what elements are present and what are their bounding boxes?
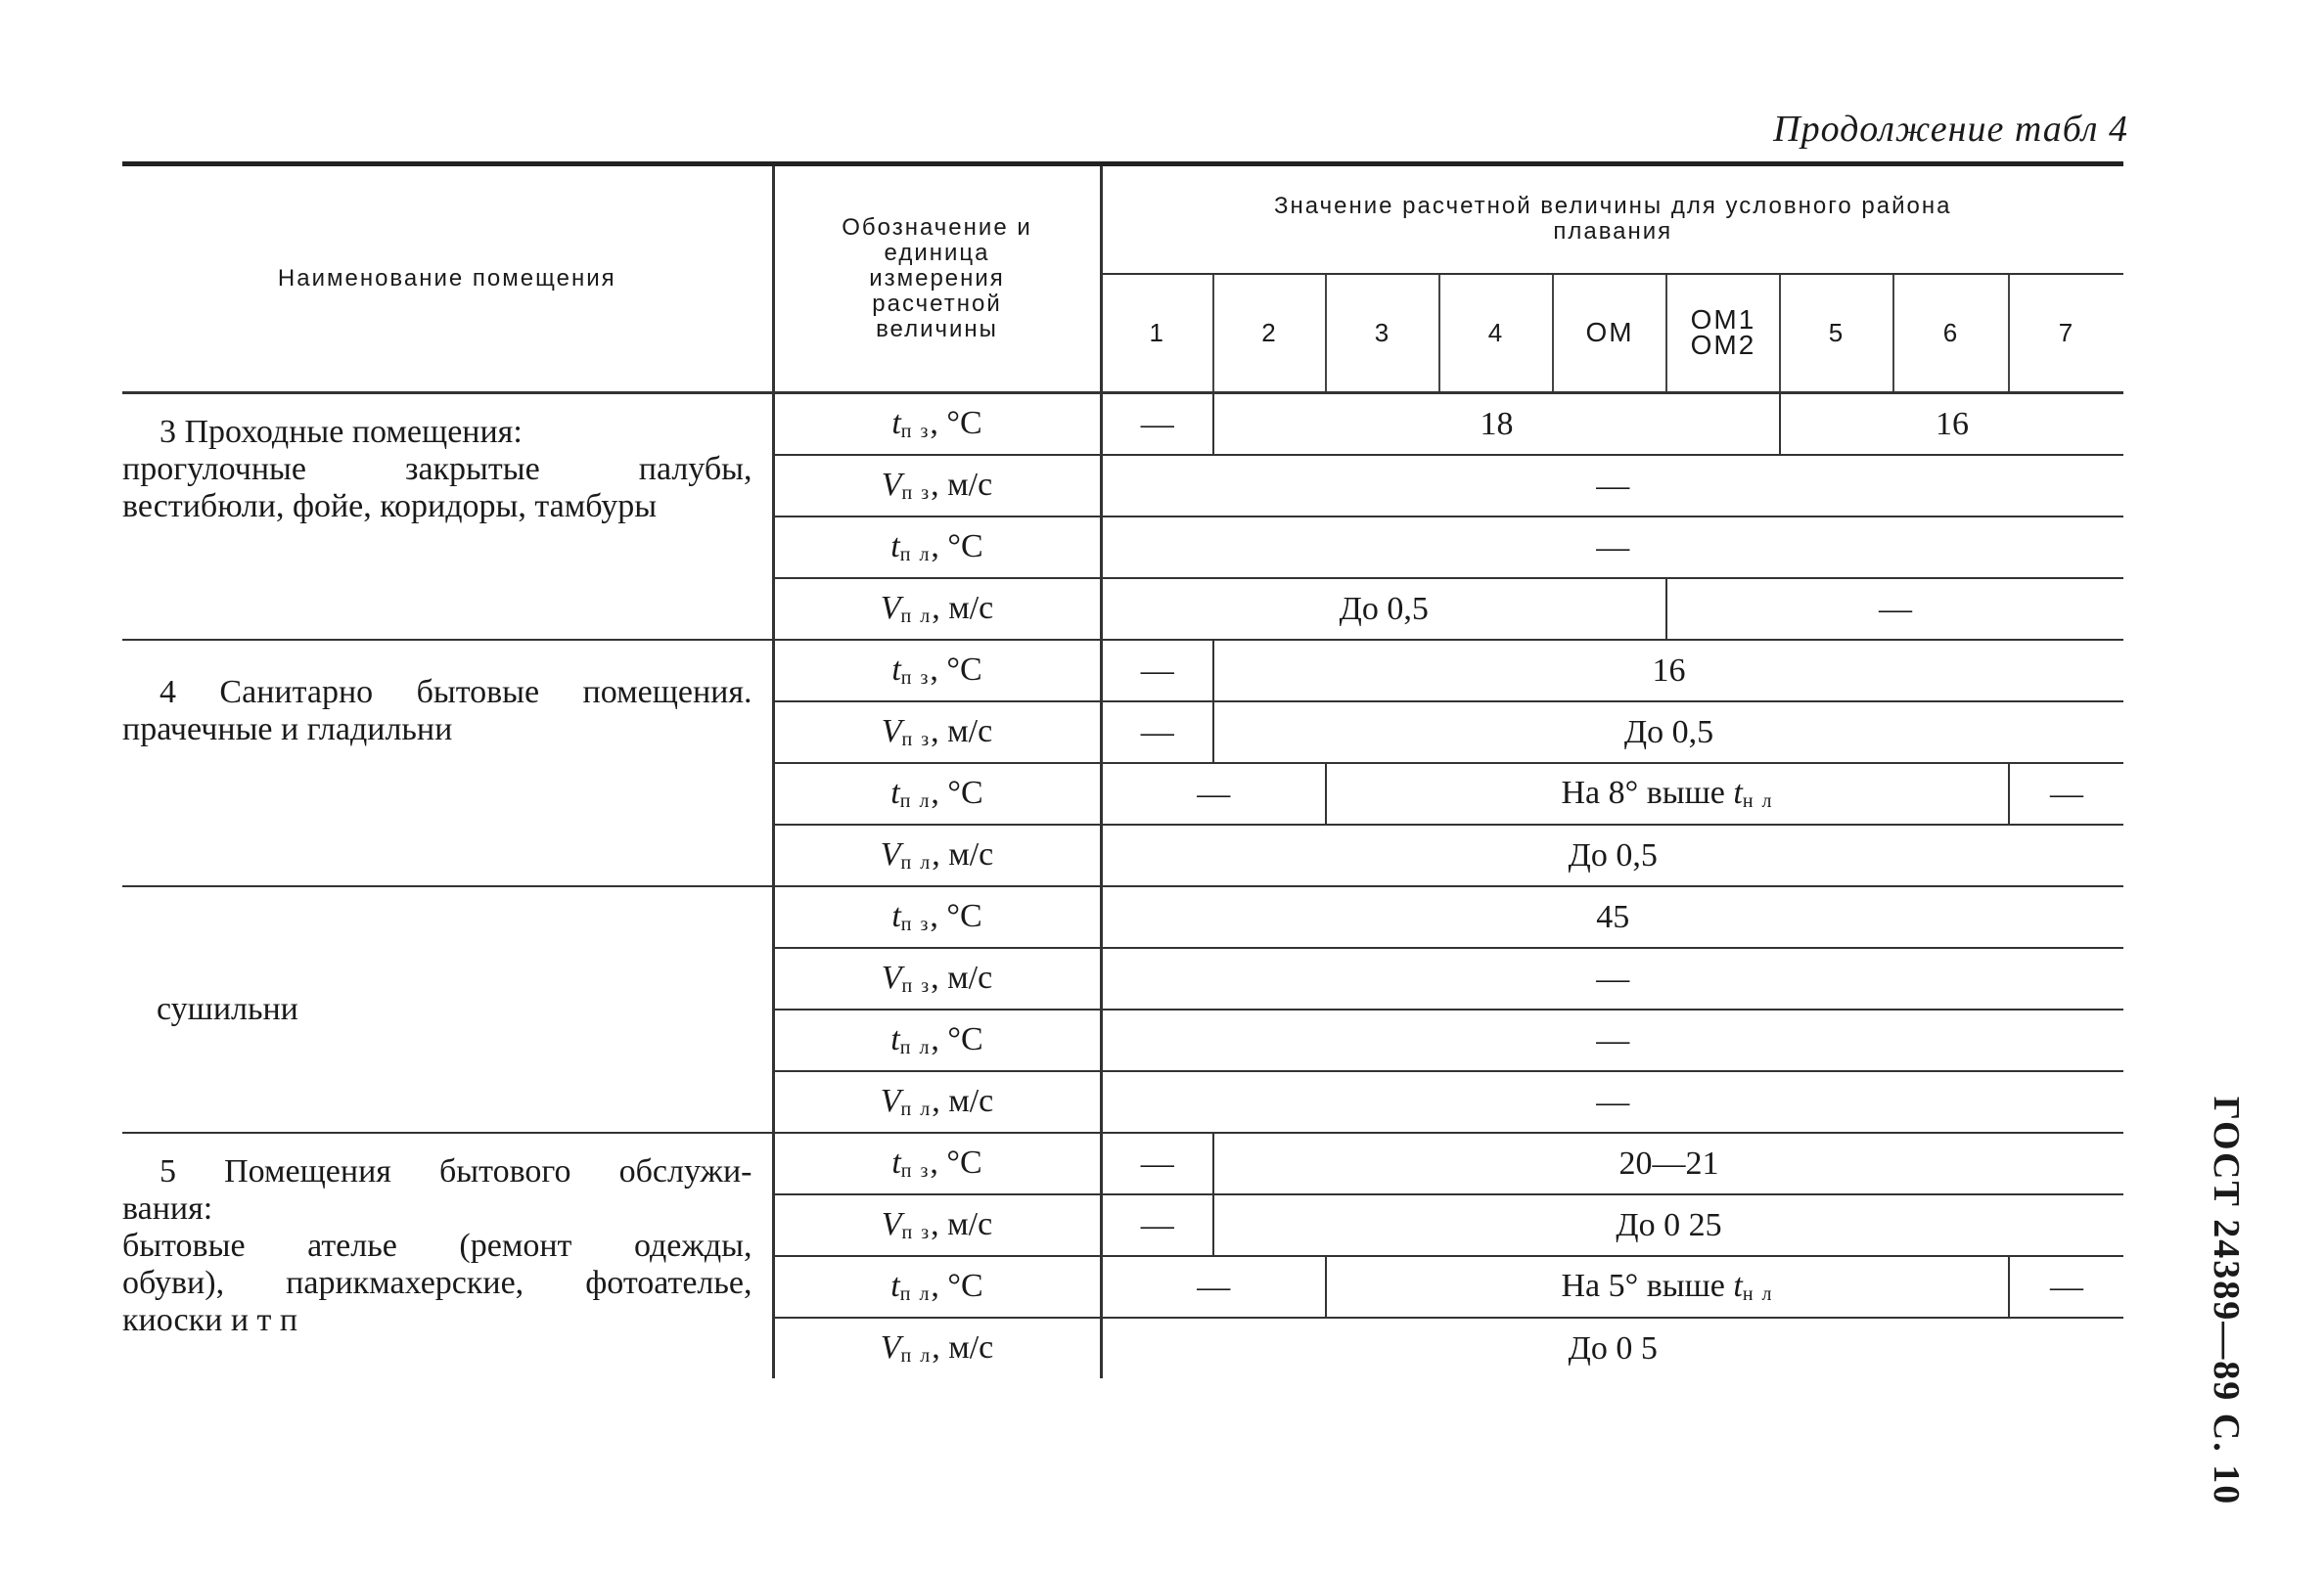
room-section-5-title: 5 Помещения бытового обслужи- (159, 1153, 752, 1190)
header-column-3: 3 (1326, 274, 1439, 393)
room-section-5 (122, 1133, 773, 1378)
page-side-label (2197, 1096, 2256, 1506)
header-column-4: 4 (1439, 274, 1553, 393)
room-section-4-line1: прачечные и гладильни (122, 711, 453, 747)
designation-tpl: $t_{п л}$, °С (773, 1256, 1101, 1318)
value-cell: До 0 25 (1213, 1194, 2123, 1256)
table-row (122, 886, 2123, 948)
designation-vpl: $V_{п л}$, м/с (773, 1071, 1101, 1133)
gost-page-number: ГОСТ 24389—89 С. 10 (2206, 1096, 2247, 1506)
value-cell: — (1666, 578, 2123, 640)
value-cell: На 5° выше $t_{н л}$ (1326, 1256, 2009, 1318)
room-section-4 (122, 640, 773, 886)
room-section-5-line2: обуви), парикмахерские, фотоателье, (122, 1265, 752, 1301)
designation-tpz: $t_{п з}$, °С (773, 1133, 1101, 1194)
header-designation: Обозначение и единица измерения расчетной величины (773, 164, 1101, 393)
designation-vpz: $V_{п з}$, м/с (773, 455, 1101, 517)
header-om1-om2-label: ОМ1 ОМ2 (1690, 304, 1756, 361)
value-cell: — (1101, 640, 1213, 701)
designation-tpz: $t_{п з}$, °С (773, 640, 1101, 701)
header-column-om1-om2 (1666, 274, 1780, 393)
room-section-3-line2: вестибюли, фойе, коридоры, тамбуры (122, 488, 658, 524)
room-section-3-title: 3 Проходные помещения: (159, 414, 523, 450)
header-values: Значение расчетной величины для условного района плавания (1101, 164, 2123, 274)
header-column-om: ОМ (1553, 274, 1666, 393)
designation-vpl: $V_{п л}$, м/с (773, 825, 1101, 886)
table-row (122, 640, 2123, 701)
designation-tpz: $t_{п з}$, °С (773, 886, 1101, 948)
value-cell: На 8° выше $t_{н л}$ (1326, 763, 2009, 825)
header-column-6: 6 (1893, 274, 2009, 393)
room-section-5-line1: бытовые ателье (ремонт одежды, (122, 1228, 752, 1264)
room-section-5-title-cont: вания: (122, 1190, 213, 1227)
value-cell: До 0,5 (1213, 701, 2123, 763)
table-row (122, 393, 2123, 456)
calculation-values-table (122, 161, 2123, 1378)
value-cell: — (1101, 455, 2123, 517)
designation-tpl: $t_{п л}$, °С (773, 517, 1101, 578)
value-cell: 18 (1213, 393, 1780, 456)
designation-vpz: $V_{п з}$, м/с (773, 701, 1101, 763)
value-cell: До 0 5 (1568, 1329, 1658, 1367)
value-cell: 45 (1101, 886, 2123, 948)
value-cell: 16 (1213, 640, 2123, 701)
value-cell: До 0,5 (1101, 825, 2123, 886)
value-cell: 16 (1780, 393, 2123, 456)
room-section-4-sub: сушильни (157, 991, 298, 1027)
designation-tpl: $t_{п л}$, °С (773, 1010, 1101, 1071)
header-column-2: 2 (1213, 274, 1326, 393)
header-column-5: 5 (1780, 274, 1893, 393)
value-cell: — (1101, 1194, 1213, 1256)
value-cell: — (1101, 763, 1326, 825)
value-cell: — (1101, 393, 1213, 456)
value-cell: 20—21 (1213, 1133, 2123, 1194)
room-section-4-title: 4 Санитарно бытовые помещения. (159, 674, 752, 710)
room-section-3-line1: прогулочные закрытые палубы, (122, 451, 752, 487)
value-cell: — (1101, 1133, 1213, 1194)
value-cell: — (1101, 1256, 1326, 1318)
designation-vpz: $V_{п з}$, м/с (773, 1194, 1101, 1256)
room-section-3 (122, 393, 773, 641)
header-column-7: 7 (2009, 274, 2123, 393)
value-cell: — (2009, 763, 2123, 825)
room-section-4-dryers (122, 886, 773, 1133)
value-cell: — (1101, 701, 1213, 763)
table-row (122, 1133, 2123, 1194)
designation-tpl: $t_{п л}$, °С (773, 763, 1101, 825)
header-room-name: Наименование помещения (122, 164, 773, 393)
value-cell: — (1101, 517, 2123, 578)
designation-vpz: $V_{п з}$, м/с (773, 948, 1101, 1010)
room-section-5-line3: киоски и т п (122, 1302, 298, 1338)
value-cell: — (1101, 1010, 2123, 1071)
value-cell: — (1101, 1071, 2123, 1133)
value-cell: — (1101, 948, 2123, 1010)
designation-tpz: $t_{п з}$, °С (773, 393, 1101, 456)
value-cell: — (2009, 1256, 2123, 1318)
header-column-1: 1 (1101, 274, 1213, 393)
designation-vpl: $V_{п л}$, м/с (773, 1318, 1101, 1378)
table-continuation-caption: Продолжение табл 4 (1773, 109, 2128, 150)
value-cell: До 0,5 (1101, 578, 1666, 640)
designation-vpl: $V_{п л}$, м/с (773, 578, 1101, 640)
